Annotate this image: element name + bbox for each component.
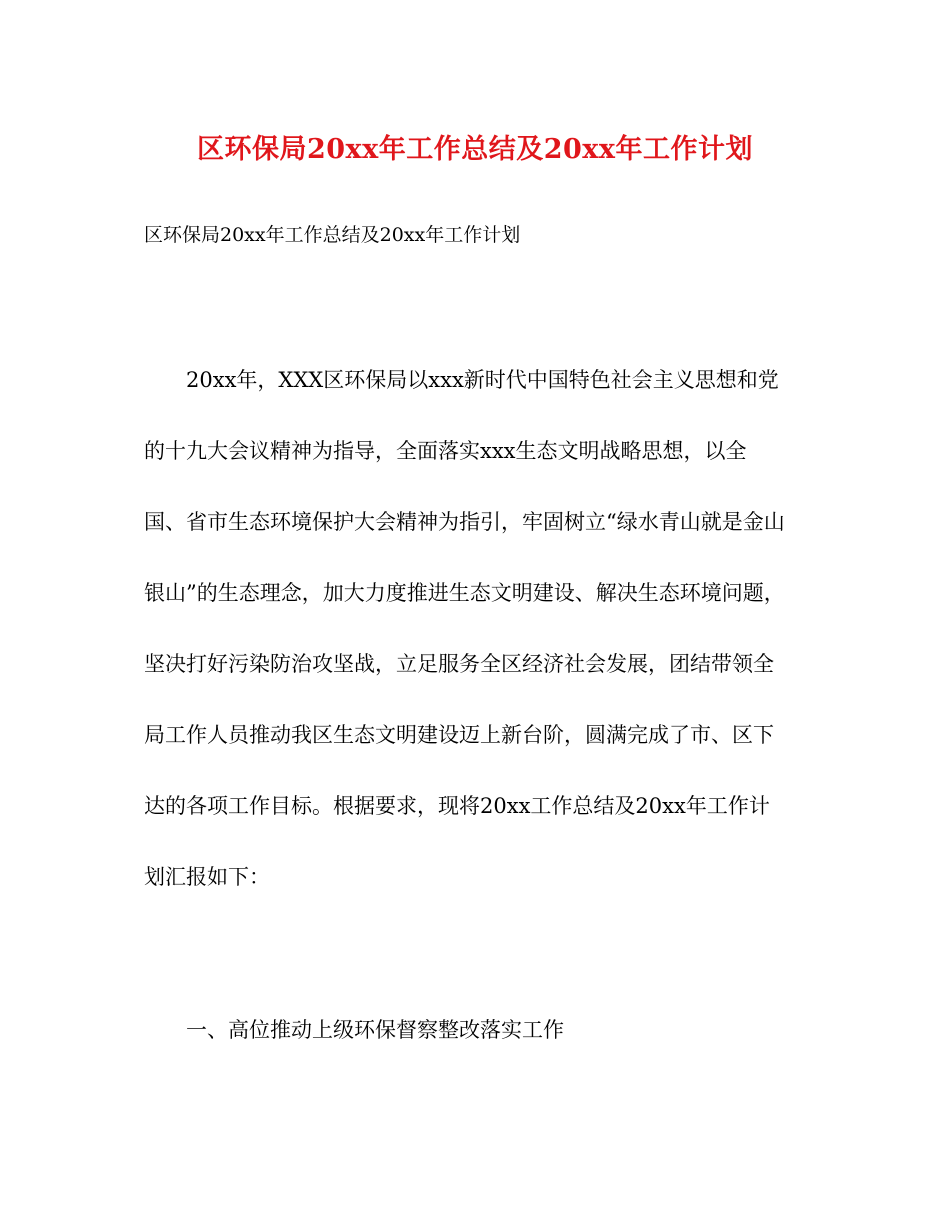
paragraph-line: 20xx年，XXX区环保局以xxx新时代中国特色社会主义思想和党 [186,368,779,392]
document-subtitle: 区环保局20xx年工作总结及20xx年工作计划 [144,224,521,246]
paragraph-line: 划汇报如下： [144,865,270,889]
section-heading: 一、高位推动上级环保督察整改落实工作 [186,1018,564,1042]
paragraph-line: 达的各项工作目标。根据要求，现将20xx工作总结及20xx年工作计 [144,794,770,818]
paragraph-line: 银山”的生态理念，加大力度推进生态文明建设、解决生态环境问题， [144,581,785,605]
paragraph-line: 国、省市生态环境保护大会精神为指引，牢固树立“绿水青山就是金山 [144,510,785,534]
paragraph-line: 的十九大会议精神为指导，全面落实xxx生态文明战略思想，以全 [144,439,747,463]
document-title: 区环保局20xx年工作总结及20xx年工作计划 [196,134,754,165]
paragraph-line: 坚决打好污染防治攻坚战，立足服务全区经济社会发展，团结带领全 [144,652,774,676]
paragraph-line: 局工作人员推动我区生态文明建设迈上新台阶，圆满完成了市、区下 [144,723,774,747]
